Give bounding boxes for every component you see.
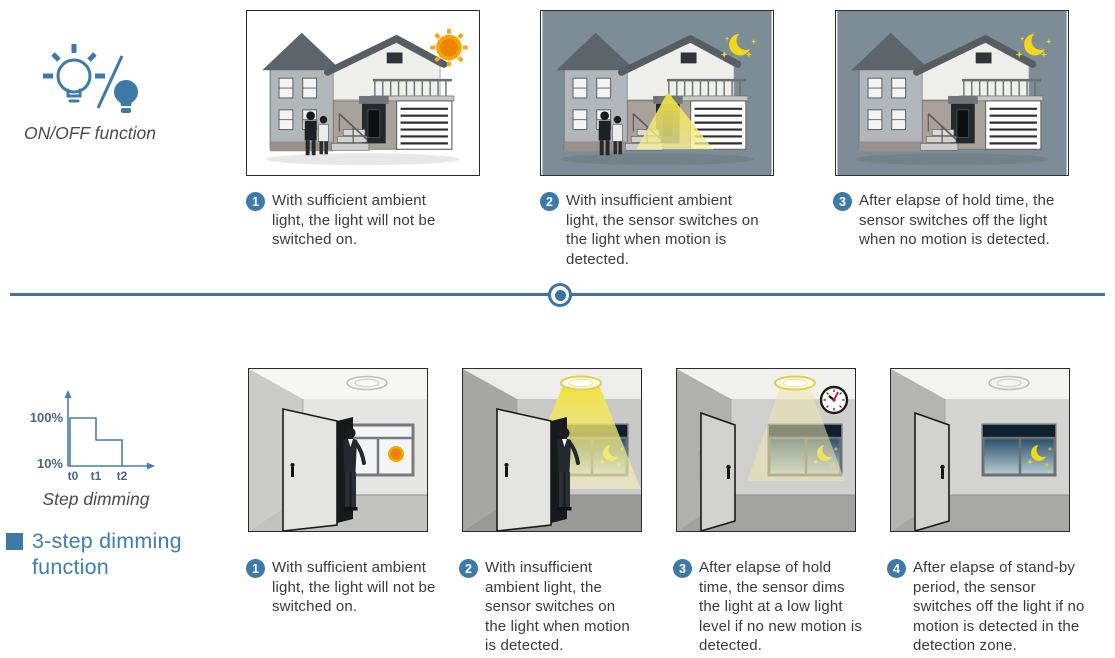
open-door	[283, 409, 353, 531]
onoff-step-1	[246, 191, 461, 250]
step-number-badge: 1	[246, 559, 265, 578]
ceiling-lamp-dim	[775, 377, 815, 390]
step-caption: With insufficient ambient light, the sensor switches on the light when motion is detected.	[566, 192, 759, 268]
step-number-badge: 2	[459, 559, 478, 578]
step-number-badge: 3	[673, 559, 692, 578]
x-label-t1: t1	[90, 469, 102, 483]
step-number-badge: 4	[887, 559, 906, 578]
closed-door	[915, 413, 949, 531]
room-night-dimmed-panel	[676, 368, 856, 532]
step-number-badge: 3	[833, 192, 852, 211]
clock-icon	[821, 387, 847, 413]
dimming-step-1	[246, 558, 446, 617]
step-caption: After elapse of hold time, the sensor switches off the light when no motion is detected.	[859, 192, 1055, 248]
y-label-100: 100%	[29, 410, 63, 425]
divider-medallion-icon	[548, 283, 572, 307]
dimming-step-2	[459, 558, 639, 656]
step-caption: With sufficient ambient light, the light will not be switched on.	[272, 192, 436, 248]
step-caption: After elapse of stand-by period, the sensor switches off the light if no motion is detected in the detection zone.	[913, 559, 1085, 654]
ceiling-lamp-on	[561, 377, 601, 390]
onoff-step-3	[833, 191, 1078, 250]
step-caption: With sufficient ambient light, the light will not be switched on.	[272, 559, 436, 615]
bulb-on-off-icon	[34, 40, 140, 118]
room-night-empty-panel	[890, 368, 1070, 532]
night-window-moon-icon	[983, 425, 1055, 475]
step-number-badge: 2	[540, 192, 559, 211]
step-dimming-chart-label: Step dimming	[42, 489, 150, 509]
onoff-function-label: ON/OFF function	[24, 123, 156, 143]
room-night-light-on-panel	[462, 368, 642, 532]
onoff-step-2	[540, 191, 762, 269]
heading-bullet-square	[6, 533, 23, 550]
step-caption: After elapse of hold time, the sensor dims the light at a low light level if no new motion is detected.	[699, 559, 862, 654]
house-day-panel	[246, 10, 480, 176]
house-night-light-on-panel	[540, 10, 774, 176]
dimming-step-3	[673, 558, 868, 656]
dimming-step-4	[887, 558, 1092, 656]
dimming-function-heading	[6, 528, 220, 580]
y-label-10: 10%	[36, 456, 63, 471]
closed-door	[701, 413, 735, 531]
open-door	[497, 409, 567, 531]
heading-text: 3-step dimming function	[32, 529, 182, 579]
x-label-t0: t0	[67, 469, 79, 483]
house-night-light-off-panel	[835, 10, 1069, 176]
step-caption: With insufficient ambient light, the sensor switches on the light when motion is detected.	[485, 559, 630, 654]
room-day-panel	[248, 368, 428, 532]
step-dimming-chart	[20, 386, 168, 488]
x-label-t2: t2	[116, 469, 128, 483]
step-number-badge: 1	[246, 192, 265, 211]
